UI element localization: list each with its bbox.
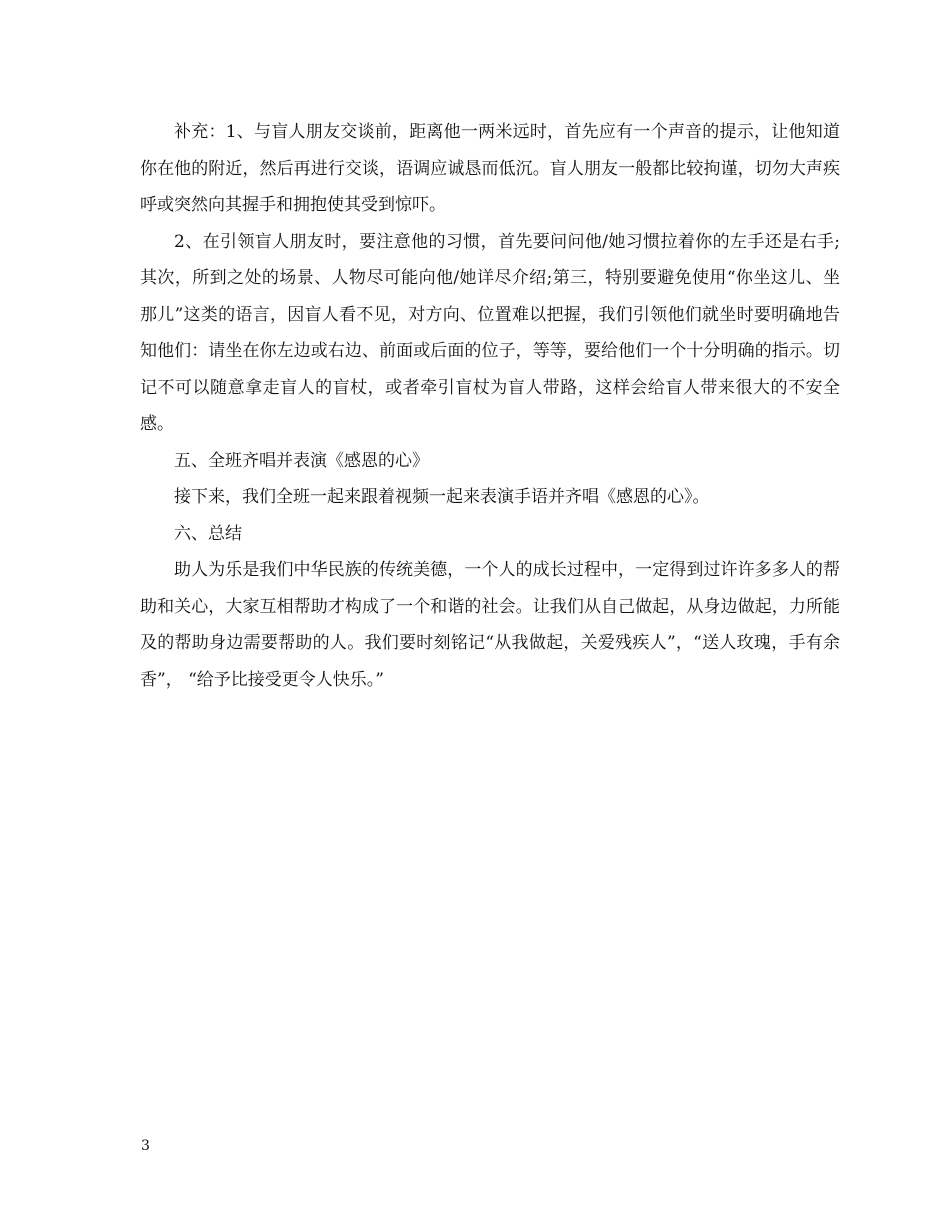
document-body — [140, 114, 840, 698]
section-heading-five: 五、全班齐唱并表演《感恩的心》 — [174, 450, 429, 471]
page-number: 3 — [141, 1138, 150, 1154]
paragraph-performance: 接下来，我们全班一起来跟着视频一起来表演手语并齐唱《感恩的心》。 — [174, 487, 710, 507]
paragraph-summary: 助人为乐是我们中华民族的传统美德，一个人的成长过程中，一定得到过许许多多人的帮助和关心，大家互相帮助才构成了一个和谐的社会。让我们从自己做起，从身边做起，力所能及的帮助身边需要帮助的人。我们要时刻铭记“从我做起，关爱残疾人”，“送人玫瑰，手有余香”， “给予比接受更令人快乐。” — [140, 560, 840, 690]
section-heading-six: 六、总结 — [174, 523, 242, 544]
paragraph-supplement-2: 2、在引领盲人朋友时，要注意他的习惯，首先要问问他/她习惯拉着你的左手还是右手;其次，所到之处的场景、人物尽可能向他/她详尽介绍;第三，特别要避免使用“你坐这儿、坐那儿”这类的语言，因盲人看不见，对方向、位置难以把握，我们引领他们就坐时要明确地告知他们：请坐在你左边或右边、前面或后面的位子，等等，要给他们一个十分明确的指示。切记不可以随意拿走盲人的盲杖，或者牵引盲杖为盲人带路，这样会给盲人带来很大的不安全感。 — [140, 231, 840, 434]
paragraph-supplement-1: 补充：1、与盲人朋友交谈前，距离他一两米远时，首先应有一个声音的提示，让他知道你在他的附近，然后再进行交谈，语调应诚恳而低沉。盲人朋友一般都比较拘谨，切勿大声疾呼或突然向其握手和拥抱使其受到惊吓。 — [140, 122, 840, 215]
